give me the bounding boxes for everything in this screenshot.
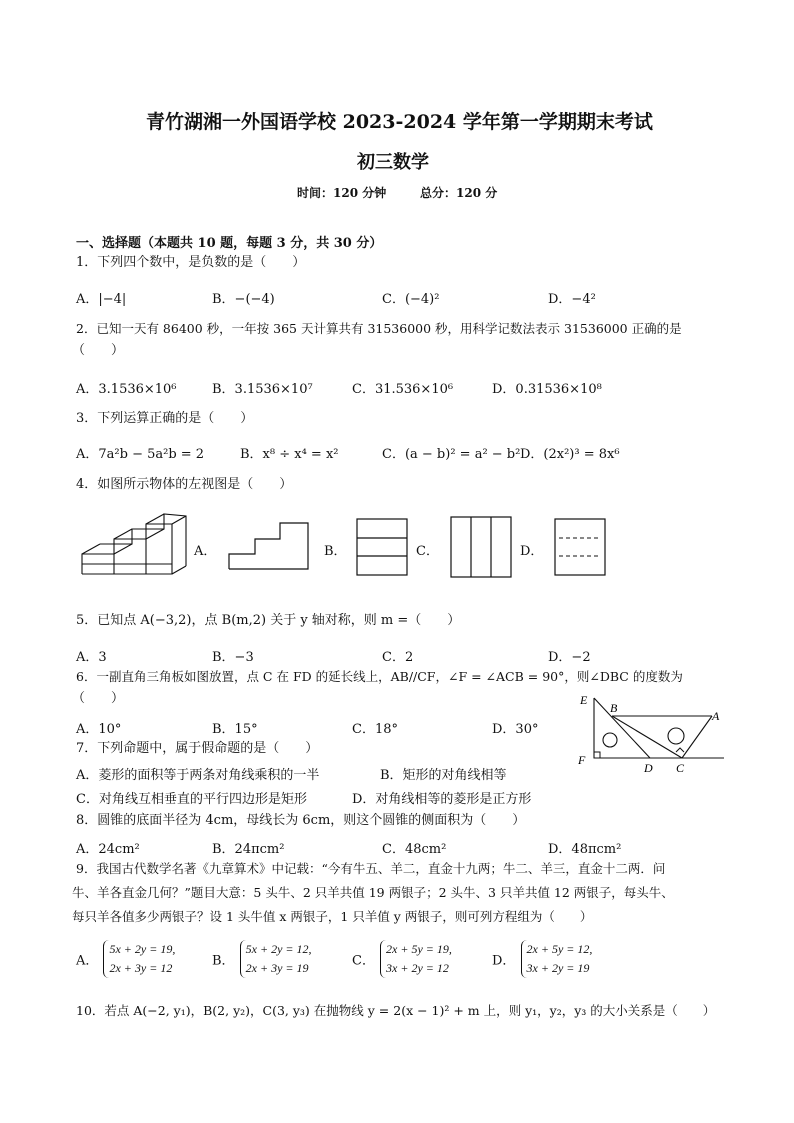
q2-option-b: B．3.1536×10⁷ bbox=[212, 382, 313, 397]
q5-option-a: A．3 bbox=[76, 650, 107, 665]
q6-label-d: D bbox=[644, 761, 653, 775]
q9-stem-line3: 每只羊各值多少两银子？设 1 头牛值 x 两银子，1 只羊值 y 两银子，则可列方程组为（ ） bbox=[72, 909, 593, 924]
q6-triangle-figure bbox=[572, 690, 744, 780]
q5-option-c: C．2 bbox=[382, 650, 414, 665]
q4-stem: 4．如图所示物体的左视图是（ ） bbox=[76, 477, 293, 492]
q9-stem-line2: 牛、羊各直金几何？”题目大意：5 头牛、2 只羊共值 19 两银子；2 头牛、3 只羊共值 12 两银子，每头牛、 bbox=[72, 885, 674, 900]
q4-option-c: C． bbox=[416, 544, 439, 559]
q10-stem: 10．若点 A(−2, y₁)，B(2, y₂)，C(3, y₃) 在抛物线 y = 2(x − 1)² + m 上，则 y₁，y₂，y₃ 的大小关系是（ ） bbox=[76, 1003, 716, 1018]
q6-stem: 6．一副直角三角板如图放置，点 C 在 FD 的延长线上，AB//CF，∠F = ∠ACB = 90°，则∠DBC 的度数为 bbox=[76, 669, 683, 684]
q6-label-e: E bbox=[580, 693, 588, 707]
q7-stem: 7．下列命题中，属于假命题的是（ ） bbox=[76, 741, 319, 756]
q7-option-d: D．对角线相等的菱形是正方形 bbox=[352, 792, 532, 807]
q7-option-a: A．菱形的面积等于两条对角线乘积的一半 bbox=[76, 768, 320, 783]
exam-title: 青竹湖湘一外国语学校 2023-2024 学年第一学期期末考试 bbox=[146, 111, 653, 133]
q9-stem-line1: 9．我国古代数学名著《九章算术》中记载：“今有牛五、羊二，直金十九两；牛二、羊三，直金十二两．问 bbox=[76, 861, 666, 876]
q9-option-a-system: 5x + 2y = 19, 2x + 3y = 12 bbox=[103, 940, 175, 978]
q2-stem-cont: （ ） bbox=[72, 343, 125, 358]
q7-option-b: B．矩形的对角线相等 bbox=[380, 768, 507, 783]
q5-option-b: B．−3 bbox=[212, 650, 254, 665]
q4-option-d: D． bbox=[520, 544, 544, 559]
q5-stem: 5．已知点 A(−3,2)，点 B(m,2) 关于 y 轴对称，则 m =（ ） bbox=[76, 613, 461, 628]
q9-option-a-label: A． bbox=[76, 953, 99, 969]
q6-label-f: F bbox=[578, 753, 586, 767]
q4-option-a-figure bbox=[228, 522, 310, 572]
q2-option-c: C．31.536×10⁶ bbox=[352, 382, 454, 397]
q3-option-a: A．7a²b − 5a²b = 2 bbox=[76, 447, 205, 462]
q3-option-b: B．x⁸ ÷ x⁴ = x² bbox=[240, 447, 339, 462]
q3-stem: 3．下列运算正确的是（ ） bbox=[76, 411, 254, 426]
q8-option-a: A．24cm² bbox=[76, 842, 140, 857]
q3-option-d: D．(2x²)³ = 8x⁶ bbox=[520, 447, 620, 462]
q6-option-a: A．10° bbox=[76, 722, 122, 737]
q9-option-b-system: 5x + 2y = 12, 2x + 3y = 19 bbox=[240, 940, 312, 978]
q5-option-d: D．−2 bbox=[548, 650, 591, 665]
q2-option-a: A．3.1536×10⁶ bbox=[76, 382, 177, 397]
q9-option-a bbox=[76, 940, 175, 978]
exam-subject: 初三数学 bbox=[357, 152, 429, 173]
q6-option-b: B．15° bbox=[212, 722, 258, 737]
q6-label-a: A bbox=[712, 709, 720, 723]
q9-option-c bbox=[352, 940, 452, 978]
q4-option-d-figure bbox=[554, 518, 606, 578]
q9-option-b-label: B． bbox=[212, 953, 235, 969]
q9-option-d-system: 2x + 5y = 12, 3x + 2y = 19 bbox=[521, 940, 593, 978]
section-heading: 一、选择题（本题共 10 题，每题 3 分，共 30 分） bbox=[76, 236, 383, 251]
q1-option-c: C．(−4)² bbox=[382, 292, 440, 307]
q9-option-d-label: D． bbox=[492, 953, 516, 969]
q9-option-b bbox=[212, 940, 312, 978]
q4-option-c-figure bbox=[450, 516, 512, 580]
q4-option-b: B． bbox=[324, 544, 347, 559]
exam-time: 时间：120 分钟 bbox=[297, 186, 387, 200]
q6-option-d: D．30° bbox=[492, 722, 539, 737]
q3-option-c: C．(a − b)² = a² − b² bbox=[382, 447, 521, 462]
q1-option-b: B．−(−4) bbox=[212, 292, 275, 307]
q6-label-c: C bbox=[676, 761, 685, 775]
q9-option-c-label: C． bbox=[352, 953, 375, 969]
q6-label-b: B bbox=[610, 701, 618, 715]
q9-option-c-system: 2x + 5y = 19, 3x + 2y = 12 bbox=[380, 940, 452, 978]
exam-total-score: 总分：120 分 bbox=[420, 186, 498, 200]
q4-staircase-solid bbox=[76, 508, 191, 588]
q4-option-b-figure bbox=[356, 518, 408, 578]
q6-option-c: C．18° bbox=[352, 722, 398, 737]
q7-option-c: C．对角线互相垂直的平行四边形是矩形 bbox=[76, 792, 307, 807]
q2-option-d: D．0.31536×10⁸ bbox=[492, 382, 602, 397]
q1-stem: 1．下列四个数中，是负数的是（ ） bbox=[76, 255, 306, 270]
q8-stem: 8．圆锥的底面半径为 4cm，母线长为 6cm，则这个圆锥的侧面积为（ ） bbox=[76, 813, 526, 828]
q1-option-d: D．−4² bbox=[548, 292, 596, 307]
q8-option-b: B．24πcm² bbox=[212, 842, 285, 857]
q1-option-a: A．|−4| bbox=[76, 292, 127, 307]
q9-option-d bbox=[492, 940, 592, 978]
q8-option-c: C．48cm² bbox=[382, 842, 447, 857]
q2-stem: 2．已知一天有 86400 秒，一年按 365 天计算共有 31536000 秒，用科学记数法表示 31536000 正确的是 bbox=[76, 321, 682, 336]
q8-option-d: D．48πcm² bbox=[548, 842, 622, 857]
q4-option-a: A． bbox=[194, 544, 217, 559]
q6-stem-cont: （ ） bbox=[72, 691, 125, 706]
